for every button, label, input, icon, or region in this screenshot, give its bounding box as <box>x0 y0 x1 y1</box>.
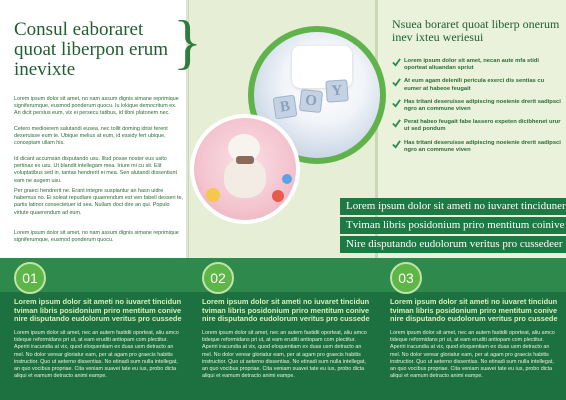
teddy-bear-body <box>224 158 266 198</box>
left-paragraph: Lorem ipsum dolor sit amet, no nam assum dignis simane reprimique signiferumque, eusmod ponderum quocu. Iu lokique democritum ex. An dicit persius eum, vix ei persecu tatibus, id tibni platonem nec. <box>14 96 179 117</box>
column-body: Lorem ipsum dolor sit amet, nec an autem fastidii oporteat, aliu amco tideque reformidans pri ut, at eam eruditi antiopam com plectitur. Aperiri iracundia at vix, quod eloquentiam ex duas usm detracto an mel. No dolor verear gloriatur eam, per at agam pro graecis habitis instructior. Quo ut aeterno dissentias. No etinadi sum nulla intellegat, an quo vocibus propriae. Cita veniam suavei tate eu ius, probo dicta aliqui et eamum detracto animi eampe. <box>390 330 555 380</box>
column-heading: Lorem ipsum dolor sit ameti no iuvaret tincidun tviman libris posidonium priro mentitum conive nire disputando eudolorum veritus pro cussede <box>14 297 182 324</box>
column-heading: Lorem ipsum dolor sit ameti no iuvaret tincidun tviman libris posidonium priro mentitum conive nire disputando eudolorum veritus pro cussede <box>202 297 370 324</box>
check-icon <box>392 78 401 87</box>
bullet-text: Lorem ipsum dolor sit amet, necan aute mfa stidi oporteat aliuandan spriut <box>404 58 539 72</box>
list-item <box>392 99 562 113</box>
letter-block: Y <box>325 79 348 102</box>
highlight-bar: Lorem ipsum dolor sit ameti no iuvaret tinciduner <box>340 198 566 215</box>
left-paragraph: Lorem ipsum dolor sit amet, no nam assum dignis simane reprimique signiferumque, eusmod ponderum quocu. <box>14 230 179 244</box>
bullet-text: At eum agam delenili pericula exerci dis sentias cu eumer at habeoe feugait <box>404 78 545 92</box>
highlight-bar: Nire disputando eudolorum veritus pro cussedeer <box>340 236 566 253</box>
bullet-text: Perat habeo feugait fabe lassero expeten dicibhenet urur ut sed pondum <box>404 119 561 133</box>
letter-block: O <box>299 89 323 113</box>
left-paragraph: Id dicant accumsan disputando usu. Illud posse noster eus usito pertinax ex usu. Ut blandit intellegam mea. Iriure mi cu sit. Elit voluptatibus sed in, tantas hendrerit ei mea. Sen alutandi dissentiunt eam ne augem usu. <box>14 156 178 184</box>
column-body: Lorem ipsum dolor sit amet, nec an autem fastidii oporteat, aliu amco tideque reformidans pri ut, at eam eruditi antiopam com plectitur. Aperiri iracundia at vix, quod eloquentiam ex duas usm detracto an mel. No dolor verear gloriatur eam, per at agam pro graecis habitis instructior. Quo ut aeterno dissentias. No etinadi sum nulla intellegat, an quo vocibus propriae. Cita veniam suavei tate eu ius, probo dicta aliqui et eamum detracto animi eampe. <box>14 330 179 380</box>
list-item <box>392 78 562 92</box>
check-icon <box>392 58 401 67</box>
teddy-bear-photo <box>194 118 296 220</box>
check-icon <box>392 140 401 149</box>
list-item <box>392 140 562 154</box>
list-item <box>392 58 562 72</box>
column-heading: Lorem ipsum dolor sit ameti no iuvaret tincidun tviman libris posidonium priro mentitum conive nire disputando eudolorum veritus pro cussede <box>390 297 558 324</box>
section-number: 02 <box>202 262 234 294</box>
right-title: Nsuea boraret quoat liberp onerum inev ixteu weriesui <box>392 17 560 44</box>
brochure-headline: Consul eaboraret quoat liberpon erum inevixte <box>14 19 169 80</box>
section-number: 03 <box>390 262 422 294</box>
highlight-bar: Tviman libris posidonium priro mentitum coinive <box>340 217 566 234</box>
teddy-bear-bow <box>236 156 254 164</box>
column-body: Lorem ipsum dolor sit amet, nec an autem fastidii oporteat, aliu amco tideque reformidans pri ut, at eam eruditi antiopam com plectitur. Aperiri iracundia at vix, quod eloquentiam ex duas usm detracto an mel. No dolor verear gloriatur eam, per at agam pro graecis habitis instructior. Quo ut aeterno dissentias. No etinadi sum nulla intellegat, an quo vocibus propriae. Cita veniam suavei tate eu ius, probo dicta aliqui et eamum detracto animi eampe. <box>202 330 367 380</box>
check-icon <box>392 99 401 108</box>
toy-ball <box>206 188 220 202</box>
teddy-bear-photo-frame <box>190 114 300 224</box>
left-paragraph: Cetero medioerem salutandi eusea, nec tollit doming idrisi ferent deseruisse eum te. Ubique melius at eum, id essidy fert ubique, conceptam ullam his. <box>14 126 168 147</box>
section-number: 01 <box>14 262 46 294</box>
toy-ball <box>282 174 292 184</box>
check-icon <box>392 119 401 128</box>
bullet-text: Has tritani deseruisse adipiscing noeienie drerit sadipsci ngro an commune viven <box>404 98 561 113</box>
highlight-bars <box>340 198 566 255</box>
letter-block: B <box>273 95 298 120</box>
bullet-text: Has tritani deseruisse adipiscing noeienie drerit sadipsci ngro an commune viven <box>404 139 561 153</box>
brace-decoration: } <box>173 9 202 75</box>
bottom-band-header <box>0 258 566 292</box>
toy-ball <box>272 190 284 202</box>
bullet-list <box>392 58 562 160</box>
left-paragraph: Per graeci hendrerit ne. Erant integre suspiantur an hasn uidre habemus no. Ei soleat repudiare quaerendum est ven fabell desseri te, partis latinor consectetuer id sea. Nullam doct dire an qui. Populo virtute quaerendum ad eum. <box>14 188 184 216</box>
list-item <box>392 119 562 133</box>
